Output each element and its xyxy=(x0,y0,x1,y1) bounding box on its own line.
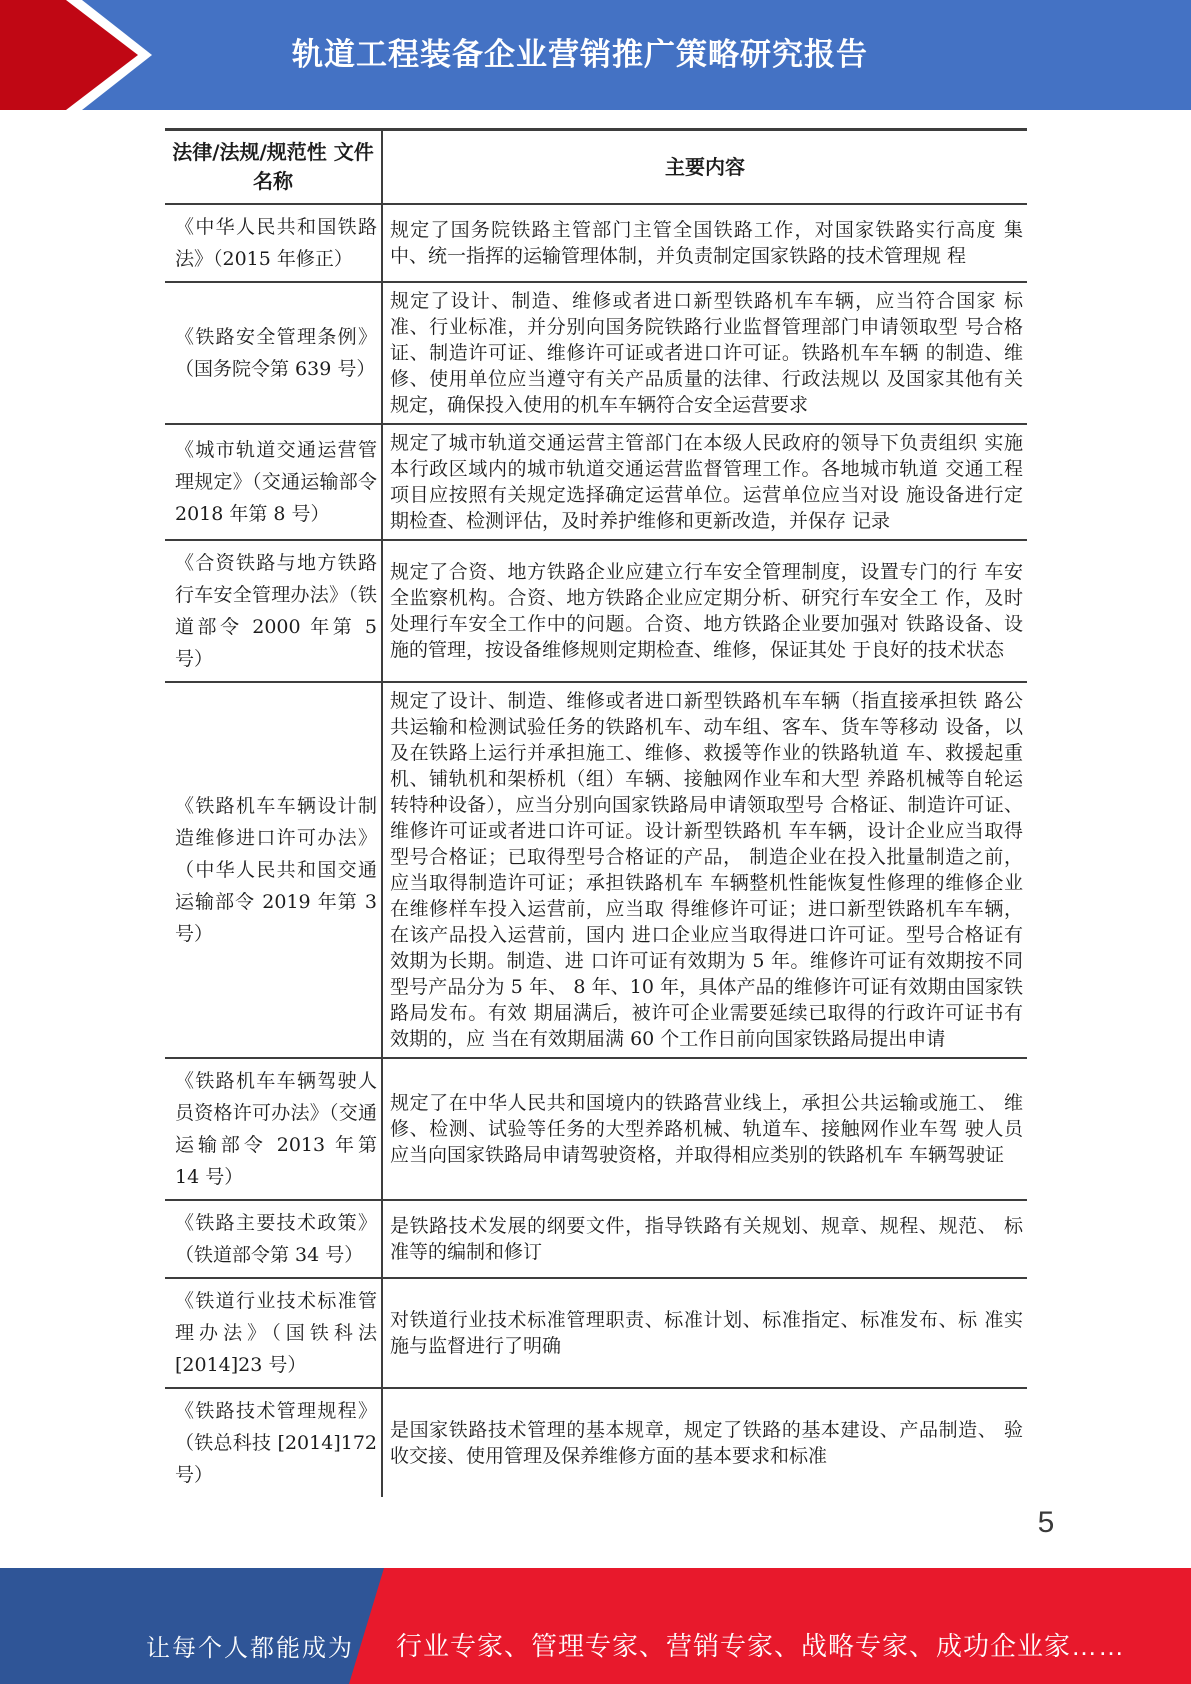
law-name-cell: 《铁道行业技术标准管理办法》（国铁科法[2014]23 号） xyxy=(165,1278,382,1388)
table-header-row xyxy=(165,130,1027,205)
table-row xyxy=(165,1200,1027,1278)
page-number: 5 xyxy=(1037,1506,1055,1539)
table-row xyxy=(165,282,1027,424)
page-title: 轨道工程装备企业营销推广策略研究报告 xyxy=(292,37,868,72)
law-name-cell: 《中华人民共和国铁路法》（2015 年修正） xyxy=(165,204,382,282)
law-content-cell: 规定了设计、制造、维修或者进口新型铁路机车车辆（指直接承担铁 路公共运输和检测试验任务的铁路机车、动车组、客车、货车等移动 设备，以及在铁路上运行并承担施工、维修、救援等作业的铁路轨道 车、救援起重机、铺轨机和架桥机（组）车辆、接触网作业车和大型 养路机械等自轮运转特种设备），应当分别向国家铁路局申请领取型号 合格证、制造许可证、维修许可证或者进口许可证。设计新型铁路机 车车辆，设计企业应当取得型号合格证；已取得型号合格证的产品， 制造企业在投入批量制造之前，应当取得制造许可证；承担铁路机车 车辆整机性能恢复性修理的维修企业在维修样车投入运营前，应当取 得维修许可证；进口新型铁路机车车辆，在该产品投入运营前，国内 进口企业应当取得进口许可证。型号合格证有效期为长期。制造、进 口许可证有效期为 5 年。维修许可证有效期按不同型号产品分为 5 年、 8 年、10 年，具体产品的维修许可证有效期由国家铁路局发布。有效 期届满后，被许可企业需要延续已取得的行政许可证书有效期的，应 当在有效期届满 60 个工作日前向国家铁路局提出申请 xyxy=(382,682,1027,1058)
law-table xyxy=(165,128,1027,1497)
table-row xyxy=(165,1278,1027,1388)
law-name-cell: 《铁路机车车辆驾驶人员资格许可办法》（交通运输部令 2013 年第 14 号） xyxy=(165,1058,382,1200)
law-content-cell: 规定了合资、地方铁路企业应建立行车安全管理制度，设置专门的行 车安全监察机构。合资、地方铁路企业应定期分析、研究行车安全工 作，及时处理行车安全工作中的问题。合资、地方铁路企业要加强对 铁路设备、设施的管理，按设备维修规则定期检查、维修，保证其处 于良好的技术状态 xyxy=(382,540,1027,682)
footer-blue-panel xyxy=(0,1568,420,1684)
law-content-cell: 规定了在中华人民共和国境内的铁路营业线上，承担公共运输或施工、 维修、检测、试验等任务的大型养路机械、轨道车、接触网作业车驾 驶人员应当向国家铁路局申请驾驶资格，并取得相应类别的铁路机车 车辆驾驶证 xyxy=(382,1058,1027,1200)
column-header-law-name: 法律/法规/规范性 文件名称 xyxy=(165,130,382,205)
column-header-main-content: 主要内容 xyxy=(382,130,1027,205)
law-content-cell: 是国家铁路技术管理的基本规章，规定了铁路的基本建设、产品制造、 验收交接、使用管理及保养维修方面的基本要求和标准 xyxy=(382,1388,1027,1497)
law-table-head xyxy=(165,130,1027,205)
law-name-cell: 《合资铁路与地方铁路行车安全管理办法》（铁道部令 2000 年第 5 号） xyxy=(165,540,382,682)
header-banner xyxy=(0,0,1191,110)
table-row xyxy=(165,540,1027,682)
footer-slogan-left: 让每个人都能成为 xyxy=(146,1635,354,1662)
table-row xyxy=(165,204,1027,282)
law-table-body xyxy=(165,204,1027,1497)
table-row xyxy=(165,1058,1027,1200)
law-name-cell: 《城市轨道交通运营管理规定》（交通运输部令 2018 年第 8 号） xyxy=(165,424,382,540)
table-row xyxy=(165,424,1027,540)
law-content-cell: 规定了设计、制造、维修或者进口新型铁路机车车辆，应当符合国家 标准、行业标准，并分别向国务院铁路行业监督管理部门申请领取型 号合格证、制造许可证、维修许可证或者进口许可证。铁路机车车辆 的制造、维修、使用单位应当遵守有关产品质量的法律、行政法规以 及国家其他有关规定，确保投入使用的机车车辆符合安全运营要求 xyxy=(382,282,1027,424)
law-content-cell: 是铁路技术发展的纲要文件，指导铁路有关规划、规章、规程、规范、 标准等的编制和修订 xyxy=(382,1200,1027,1278)
law-content-cell: 对铁道行业技术标准管理职责、标准计划、标准指定、标准发布、标 准实施与监督进行了明确 xyxy=(382,1278,1027,1388)
table-row xyxy=(165,1388,1027,1497)
footer-slogan-right: 行业专家、管理专家、营销专家、战略专家、成功企业家…… xyxy=(396,1631,1126,1661)
table-row xyxy=(165,682,1027,1058)
law-name-cell: 《铁路机车车辆设计制造维修进口许可办法》（中华人民共和国交通运输部令 2019 年第 3 号） xyxy=(165,682,382,1058)
law-name-cell: 《铁路技术管理规程》（铁总科技 [2014]172 号） xyxy=(165,1388,382,1497)
law-name-cell: 《铁路安全管理条例》（国务院令第 639 号） xyxy=(165,282,382,424)
law-content-cell: 规定了国务院铁路主管部门主管全国铁路工作，对国家铁路实行高度 集中、统一指挥的运输管理体制，并负责制定国家铁路的技术管理规 程 xyxy=(390,219,1023,267)
law-name-cell: 《铁路主要技术政策》（铁道部令第 34 号） xyxy=(165,1200,382,1278)
law-content-cell: 规定了城市轨道交通运营主管部门在本级人民政府的领导下负责组织 实施本行政区域内的城市轨道交通运营监督管理工作。各地城市轨道 交通工程项目应按照有关规定选择确定运营单位。运营单位应当对设 施设备进行定期检查、检测评估，及时养护维修和更新改造，并保存 记录 xyxy=(382,424,1027,540)
footer-banner xyxy=(0,1568,1191,1684)
